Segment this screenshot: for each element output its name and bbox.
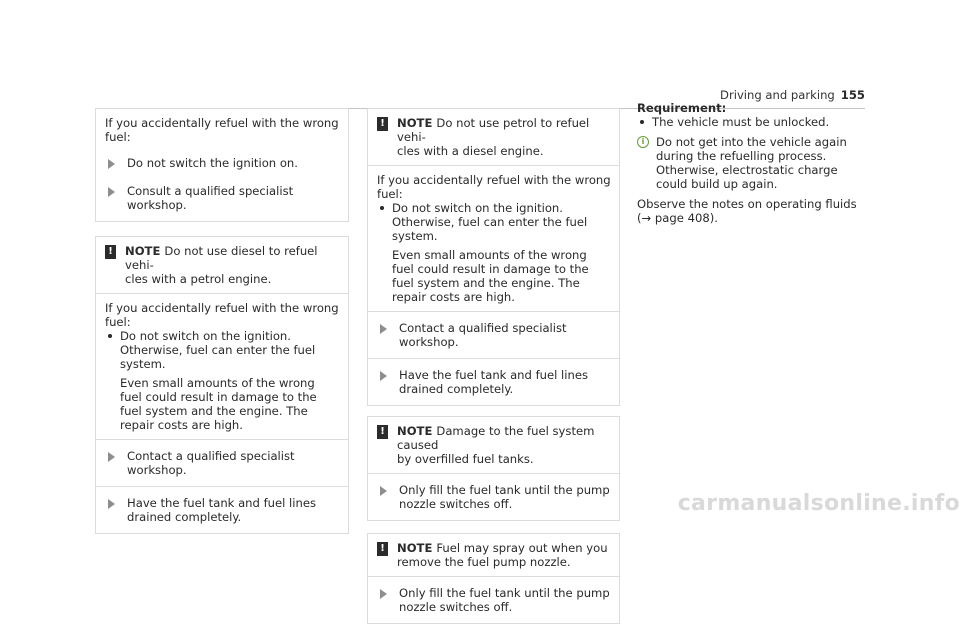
requirement-item <box>637 115 872 129</box>
note-header <box>368 109 619 165</box>
info-text: Do not get into the vehicle again during the refuelling process. Otherwise, electrostatic charge could build up again. <box>656 135 847 191</box>
note-intro: If you accidentally refuel with the wrong fuel: <box>377 173 611 201</box>
note-title: Do not use petrol to refuel vehi- <box>397 116 590 144</box>
note-body <box>368 165 619 311</box>
step-arrow-icon <box>380 324 387 334</box>
note-step <box>96 486 348 533</box>
requirement-text: The vehicle must be unlocked. <box>652 115 830 129</box>
bullet-icon <box>380 206 384 210</box>
note-step <box>96 439 348 486</box>
note-label: NOTE <box>397 116 433 130</box>
note-box-petrol <box>367 108 620 406</box>
step-item <box>377 584 611 616</box>
step-item <box>105 494 340 526</box>
warning-icon: ! <box>105 245 116 259</box>
step-arrow-icon <box>380 589 387 599</box>
instruction-box <box>95 108 349 222</box>
bullet-text: Do not switch on the ignition. Otherwise, fuel can enter the fuel system. <box>392 201 588 243</box>
header-right <box>720 88 865 102</box>
note-title: Do not use diesel to refuel vehi- <box>125 244 318 272</box>
bullet-icon <box>640 120 644 124</box>
bullet-item <box>377 201 611 243</box>
note-intro: If you accidentally refuel with the wrong fuel: <box>105 301 339 329</box>
note-box-diesel <box>95 236 349 534</box>
bullet-detail: Even small amounts of the wrong fuel could result in damage to the fuel system and the engine. The repair costs are high. <box>120 376 317 432</box>
step-item <box>105 447 340 479</box>
step-arrow-icon <box>108 499 115 509</box>
step-text: Have the fuel tank and fuel lines drained completely. <box>399 368 589 396</box>
note-header <box>368 417 619 473</box>
page-number: 155 <box>840 88 865 102</box>
note-label: NOTE <box>397 541 433 555</box>
note-box-spray <box>367 533 620 624</box>
column-2 <box>367 108 620 624</box>
note-step <box>368 358 619 405</box>
note-title: Fuel may spray out when you <box>436 541 608 555</box>
step-item <box>377 319 611 351</box>
step-item <box>377 366 611 398</box>
step-arrow-icon <box>108 159 115 169</box>
note-body <box>96 293 348 439</box>
note-label: NOTE <box>125 244 161 258</box>
info-item <box>637 135 872 191</box>
note-title-cont: by overfilled fuel tanks. <box>397 452 534 466</box>
note-step <box>368 576 619 623</box>
column-1 <box>95 108 349 534</box>
warning-icon: ! <box>377 117 388 131</box>
step-text: Only fill the fuel tank until the pump nozzle switches off. <box>399 483 610 511</box>
note-step <box>368 311 619 358</box>
note-header <box>96 237 348 293</box>
bullet-detail: Even small amounts of the wrong fuel could result in damage to the fuel system and the engine. The repair costs are high. <box>392 248 589 304</box>
bullet-icon <box>108 334 112 338</box>
step-item <box>105 154 340 172</box>
note-title: Damage to the fuel system caused <box>397 424 595 452</box>
column-3 <box>637 101 872 225</box>
step-text: Only fill the fuel tank until the pump nozzle switches off. <box>399 586 610 614</box>
step-text: Consult a qualified specialist workshop. <box>127 184 294 212</box>
step-arrow-icon <box>108 452 115 462</box>
step-text: Do not switch the ignition on. <box>127 156 298 170</box>
observe-text: Observe the notes on operating fluids <box>637 197 857 211</box>
step-text: Have the fuel tank and fuel lines drained completely. <box>127 496 317 524</box>
step-arrow-icon <box>380 371 387 381</box>
warning-icon: ! <box>377 542 388 556</box>
info-icon: i <box>637 136 649 148</box>
requirement-label: Requirement: <box>637 101 727 115</box>
warning-icon: ! <box>377 425 388 439</box>
bullet-text: Do not switch on the ignition. Otherwise, fuel can enter the fuel system. <box>120 329 316 371</box>
step-text: Contact a qualified specialist workshop. <box>399 321 567 349</box>
intro-text: If you accidentally refuel with the wrong fuel: <box>105 116 339 144</box>
page-reference-link[interactable]: (→ page 408). <box>637 211 718 225</box>
step-arrow-icon <box>108 187 115 197</box>
note-header <box>368 534 619 576</box>
step-text: Contact a qualified specialist workshop. <box>127 449 295 477</box>
step-arrow-icon <box>380 486 387 496</box>
bullet-item <box>105 329 340 371</box>
step-item <box>105 182 340 214</box>
note-title-cont: cles with a petrol engine. <box>125 272 272 286</box>
note-title-cont: cles with a diesel engine. <box>397 144 544 158</box>
watermark: carmanualsonline.info <box>677 491 960 516</box>
section-title: Driving and parking <box>720 88 835 102</box>
note-label: NOTE <box>397 424 433 438</box>
note-title-cont: remove the fuel pump nozzle. <box>397 555 571 569</box>
